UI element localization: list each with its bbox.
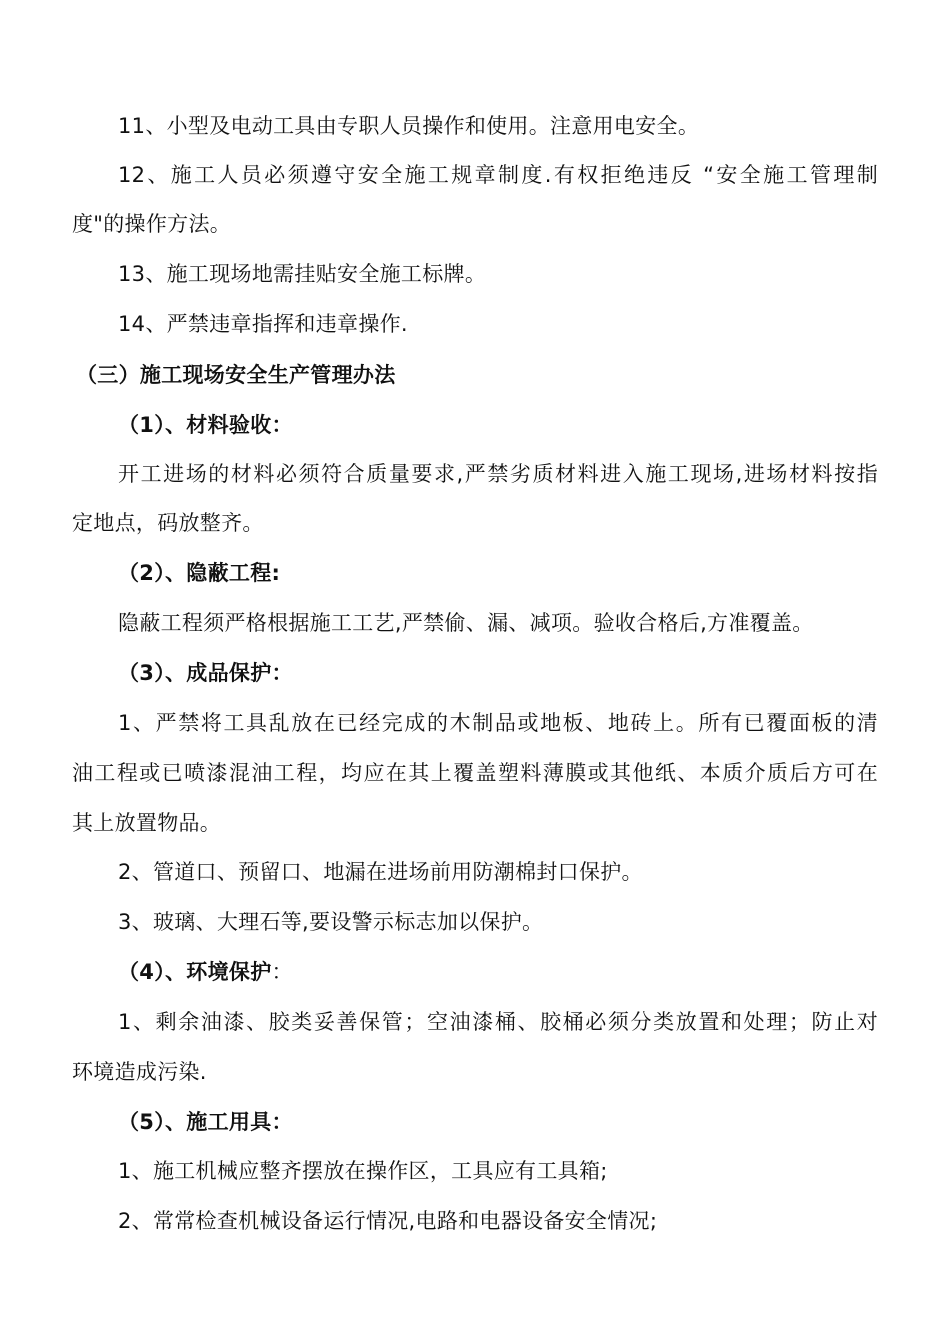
subsection-heading-text: （4）、环境保护 (118, 960, 272, 984)
paragraph-line: 1、施工机械应整齐摆放在操作区，工具应有工具箱; (118, 1159, 608, 1183)
paragraph-line: 11、小型及电动工具由专职人员操作和使用。注意用电安全。 (118, 114, 700, 138)
paragraph-line: 开工进场的材料必须符合质量要求,严禁劣质材料进入施工现场,进场材料按指 (118, 462, 878, 486)
paragraph-line: 环境造成污染. (72, 1060, 207, 1084)
subsection-heading: （5）、施工用具： (118, 1110, 293, 1134)
subsection-heading (118, 957, 293, 987)
paragraph-line: 14、严禁违章指挥和违章操作. (118, 312, 408, 336)
paragraph-line: 13、施工现场地需挂贴安全施工标牌。 (118, 262, 487, 286)
paragraph-line: 1、严禁将工具乱放在已经完成的木制品或地板、地砖上。所有已覆面板的清 (118, 711, 878, 735)
paragraph-line: 隐蔽工程须严格根据施工工艺,严禁偷、漏、减项。验收合格后,方准覆盖。 (118, 611, 814, 635)
paragraph-line: 1、剩余油漆、胶类妥善保管；空油漆桶、胶桶必须分类放置和处理；防止对 (118, 1010, 878, 1034)
paragraph-line: 2、管道口、预留口、地漏在进场前用防潮棉封口保护。 (118, 860, 643, 884)
paragraph-line: 2、常常检查机械设备运行情况,电路和电器设备安全情况; (118, 1209, 658, 1233)
subsection-heading: （1）、材料验收： (118, 413, 293, 437)
subsection-heading: （3）、成品保护： (118, 661, 293, 685)
paragraph-line: 其上放置物品。 (72, 811, 222, 835)
subsection-heading: （2）、隐蔽工程: (118, 561, 281, 585)
paragraph-line: 油工程或已喷漆混油工程，均应在其上覆盖塑料薄膜或其他纸、本质介质后方可在 (72, 761, 878, 785)
paragraph-line: 度"的操作方法。 (72, 212, 232, 236)
section-heading: （三）施工现场安全生产管理办法 (76, 363, 396, 387)
paragraph-line: 定地点，码放整齐。 (72, 511, 264, 535)
paragraph-line: 12、施工人员必须遵守安全施工规章制度.有权拒绝违反 “安全施工管理制 (118, 163, 878, 187)
heading-colon: ： (271, 960, 293, 984)
paragraph-line: 3、玻璃、大理石等,要设警示标志加以保护。 (118, 910, 544, 934)
